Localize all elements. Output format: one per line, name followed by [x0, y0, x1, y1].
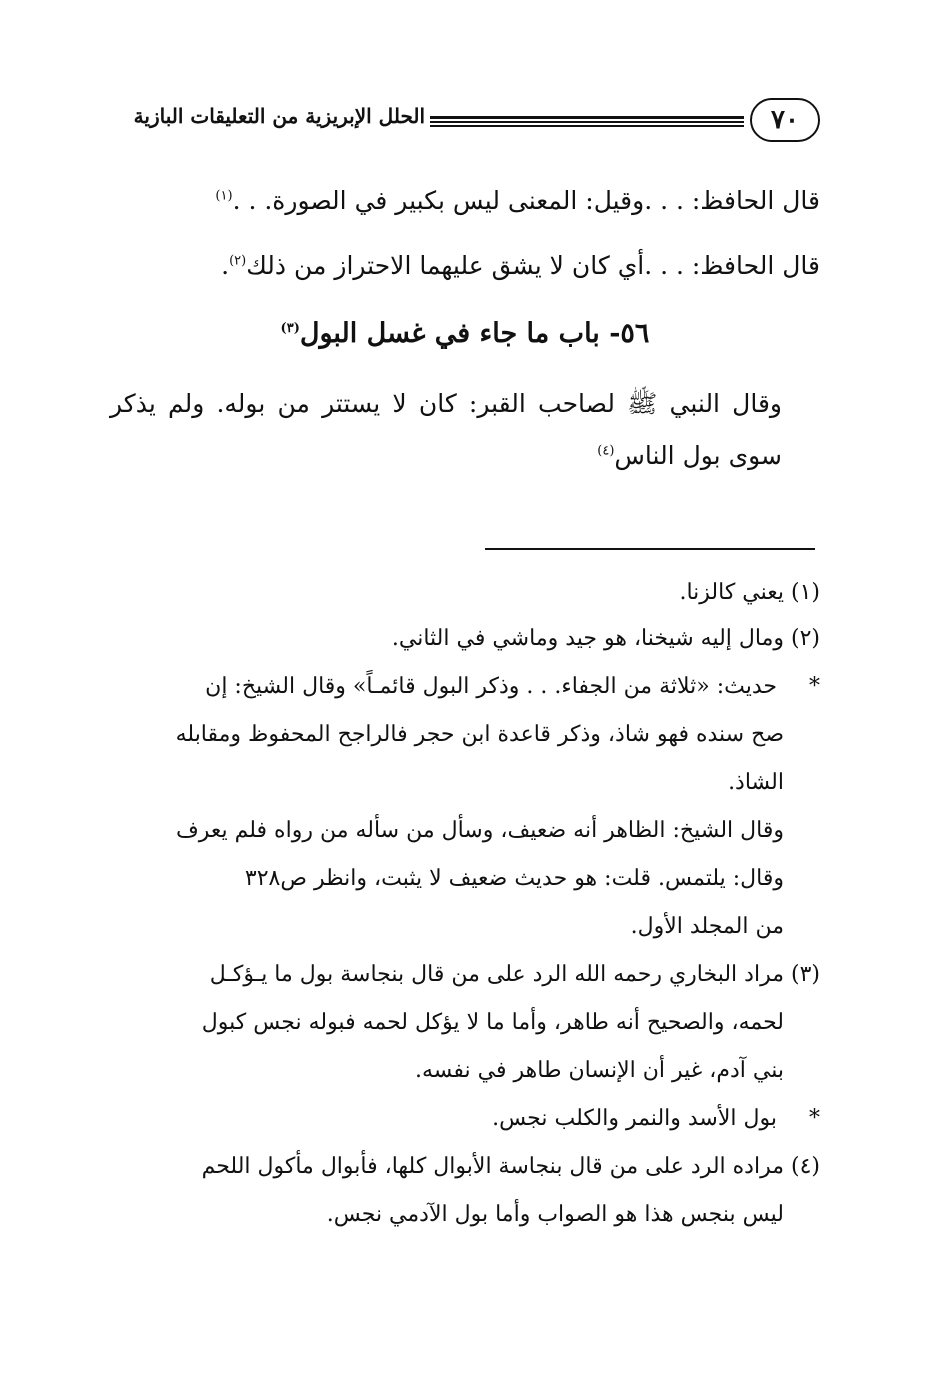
footnote-separator: [485, 548, 815, 550]
body-line-1: [110, 183, 820, 219]
body-paragraph-text: وقال النبي ﷺ لصاحب القبر: كان لا يستتر من بوله. ولم يذكر سوى بول الناس: [110, 389, 782, 470]
body-paragraph: [110, 378, 782, 482]
footnote-2a-text-3: الشاذ.: [728, 770, 784, 795]
footnote-2-note-a-line-2: [100, 720, 820, 750]
body-line-1-text: قال الحافظ: . . .وقيل: المعنى ليس بكبير في الصورة. . .: [232, 186, 820, 215]
footnote-ref-4: (٤): [597, 443, 615, 459]
footnote-3-note-a: [100, 1104, 820, 1134]
footnote-ref-1: (١): [215, 188, 233, 204]
footnote-4-line-1: (٤) مراده الرد على من قال بنجاسة الأبوال كلها، فأبوال مأكول اللحم: [201, 1154, 820, 1179]
page-number: ٧٠: [750, 98, 820, 142]
footnote-2-note-a-line-1: [100, 672, 820, 702]
footnote-4-line-2: [100, 1200, 820, 1230]
footnote-2b-text-1: وقال الشيخ: الظاهر أنه ضعيف، وسأل من سأله من رواه فلم يعرف: [175, 818, 784, 843]
footnote-2a-text-1: حديث: «ثلاثة من الجفاء. . . وذكر البول قائمـاً» وقال الشيخ: إن: [205, 674, 777, 699]
asterisk-marker: *: [809, 674, 820, 699]
footnote-2-note-b-line-2: [100, 864, 820, 894]
footnote-2: (٢) ومال إليه شيخنا، هو جيد وماشي في الثاني.: [391, 626, 820, 651]
body-line-2: [110, 248, 820, 284]
footnote-2b-text-3: من المجلد الأول.: [630, 914, 784, 939]
header-rule: [430, 116, 744, 128]
footnote-2-note-b-line-3: [100, 912, 820, 942]
footnote-3-line-3: [100, 1056, 820, 1086]
footnote-ref-3: (٣): [280, 321, 300, 336]
footnote-2-note-b-line-1: [100, 816, 820, 846]
body-line-2-text: قال الحافظ: . . .أي كان لا يشق عليهما الاحتراز من ذلك: [246, 251, 820, 280]
body-line-2-end: .: [221, 251, 230, 280]
footnote-3-line-1: (٣) مراد البخاري رحمه الله الرد على من قال بنجاسة بول ما يـؤكـل: [209, 962, 820, 987]
chapter-title-text: ٥٦- باب ما جاء في غسل البول: [299, 318, 650, 349]
running-title: الحلل الإبريزية من التعليقات البازية: [133, 104, 425, 128]
asterisk-marker: *: [809, 1106, 820, 1131]
footnote-4-text-2: ليس بنجس هذا هو الصواب وأما بول الآدمي نجس.: [326, 1202, 784, 1227]
footnote-2b-text-2: وقال: يلتمس. قلت: هو حديث ضعيف لا يثبت، وانظر ص٣٢٨: [244, 866, 784, 891]
footnote-2a-text-2: صح سنده فهو شاذ، وذكر قاعدة ابن حجر فالراجح المحفوظ ومقابله: [175, 722, 784, 747]
footnote-1: (١) يعني كالزنا.: [679, 580, 820, 605]
footnote-3-text-3: بني آدم، غير أن الإنسان طاهر في نفسه.: [415, 1058, 784, 1083]
footnote-3-line-2: [100, 1008, 820, 1038]
page-header: [100, 96, 820, 156]
footnote-ref-2: (٢): [229, 253, 247, 269]
footnote-3a-text: بول الأسد والنمر والكلب نجس.: [492, 1106, 777, 1131]
footnote-2-note-a-line-3: [100, 768, 820, 798]
footnote-3-text-2: لحمه، والصحيح أنه طاهر، وأما ما لا يؤكل لحمه فبوله نجس كبول: [201, 1010, 784, 1035]
chapter-title: [110, 318, 820, 349]
